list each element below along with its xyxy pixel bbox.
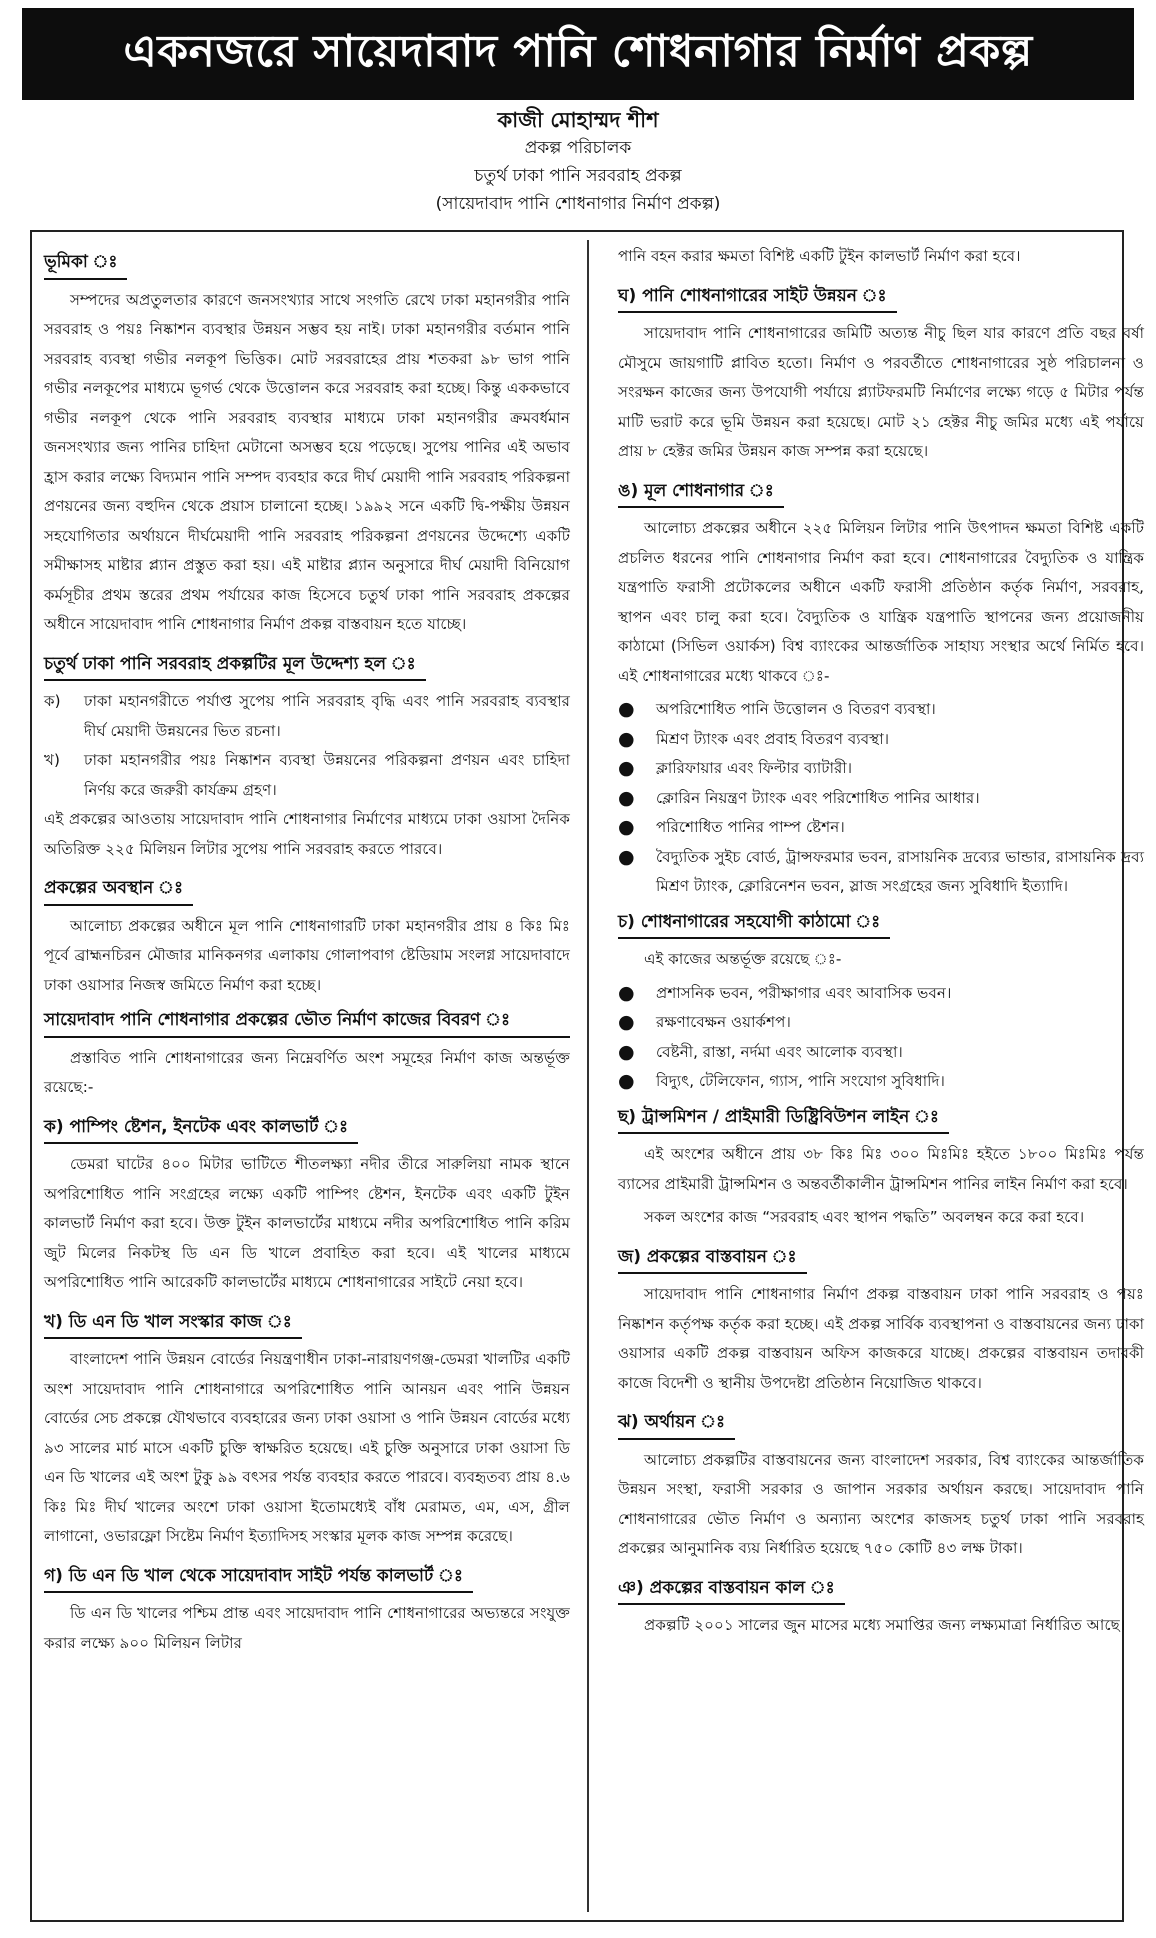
- project-name: চতুর্থ ঢাকা পানি সরবরাহ প্রকল্প: [474, 166, 682, 186]
- section-kha-paragraph: বাংলাদেশ পানি উন্নয়ন বোর্ডের নিয়ন্ত্রণাধীন ঢাকা-নারায়ণগঞ্জ-ডেমরা খালটির একটি অংশ সায়েদাবাদ পানি শোধনাগারে অপরিশোধিত পানি আনয়ন এবং পানি উন্নয়ন বোর্ডের সেচ প্রকল্পে যৌথভাবে ব্যবহারের জন্য ঢাকা ওয়াসা ও পানি উন্নয়ন বোর্ডের মধ্যে ৯৩ সালের মার্চ মাসে একটি চুক্তি স্বাক্ষরিত হয়েছে। এই চুক্তি অনুসারে ঢাকা ওয়াসা ডি এন ডি খালের এই অংশ টুকু ৯৯ বৎসর পর্যন্ত ব্যবহার করতে পারবে। ব্যবহৃতব্য প্রায় ৪.৬ কিঃ মিঃ দীর্ঘ খালের অংশে ঢাকা ওয়াসা ইতোমধ্যেই বাঁধ মেরামত, এম, এস, গ্রীল লাগানো, ওভারফ্লো সিষ্টেম নির্মাণ ইত্যাদিসহ সংস্কার মূলক কাজ সম্পন্ন করেছে।: [44, 1350, 570, 1545]
- section-uma-paragraph: আলোচ্য প্রকল্পের অধীনে ২২৫ মিলিয়ন লিটার পানি উৎপাদন ক্ষমতা বিশিষ্ট একটি প্রচলিত ধরনের পানি শোধনাগার নির্মাণ করা হবে। শোধনাগারের বৈদ্যুতিক ও যান্ত্রিক যন্ত্রপাতি ফরাসী প্রটোকলের অধীনে একটি ফরাসী প্রতিষ্ঠান কর্তৃক নির্মাণ, সরবরাহ, স্থাপন এবং চালু করা হবে। বৈদ্যুতিক ও যান্ত্রিক যন্ত্রপাতি স্থাপনের জন্য প্রয়োজনীয় কাঠামো (সিভিল ওয়ার্কস) বিশ্ব ব্যাংকের আন্তর্জাতিক সাহায্য সংস্থার অর্থে নির্মিত হবে। এই শোধনাগারের মধ্যে থাকবে ঃ-: [618, 519, 1144, 685]
- headline-title: একনজরে সায়েদাবাদ পানি শোধনাগার নির্মাণ প্রকল্প: [123, 25, 1033, 77]
- aims-paragraph: এই প্রকল্পের আওতায় সায়েদাবাদ পানি শোধনাগার নির্মাণের মাধ্যমে ঢাকা ওয়াসা দৈনিক অতিরিক্ত ২২৫ মিলিয়ন লিটার সুপেয় পানি সরবরাহ করতে পারবে।: [44, 810, 570, 858]
- location-heading: প্রকল্পের অবস্থান ঃ: [44, 874, 193, 906]
- headline-banner: [22, 8, 1134, 100]
- section-chha-paragraph-2: সকল অংশের কাজ “সরবরাহ এবং স্থাপন পদ্ধতি” অবলম্বন করে করা হবে।: [644, 1208, 1085, 1226]
- right-column: [618, 242, 1144, 1645]
- left-column: [44, 242, 570, 1662]
- bullet-text: অপরিশোধিত পানি উত্তোলন ও বিতরণ ব্যবস্থা।: [656, 700, 936, 718]
- byline: [0, 106, 1156, 218]
- bullet-item: [618, 979, 1144, 1009]
- bullet-text: রক্ষণাবেক্ষন ওয়ার্কশপ।: [656, 1013, 791, 1031]
- bullet-item: [618, 784, 1144, 814]
- author-role: প্রকল্প পরিচালক: [524, 138, 632, 158]
- section-ka-paragraph: ডেমরা ঘাটের ৪০০ মিটার ভাটিতে শীতলক্ষ্যা নদীর তীরে সারুলিয়া নামক স্থানে অপরিশোধিত পানি সংগ্রহের লক্ষ্যে একটি পাম্পিং ষ্টেশন, ইনটেক এবং একটি টুইন কালভার্ট নির্মাণ করা হবে। উক্ত টুইন কালভার্টের মাধ্যমে নদীর অপরিশোধিত পানি করিম জুট মিলের নিকটস্থ ডি এন ডি খালে প্রবাহিত করা হবে। এই খালের মাধ্যমে অপরিশোধিত পানি আরেকটি কালভার্টের মাধ্যমে শোধনাগারের সাইটে নেয়া হবে।: [44, 1155, 570, 1291]
- bullet-text: ক্লোরিন নিয়ন্ত্রণ ট্যাংক এবং পরিশোধিত পানির আধার।: [656, 788, 980, 807]
- intro-paragraph: সম্পদের অপ্রতুলতার কারণে জনসংখ্যার সাথে সংগতি রেখে ঢাকা মহানগরীর পানি সরবরাহ ও পয়ঃ নিষ্কাশন ব্যবস্থার উন্নয়ন সম্ভব হয় নাই। ঢাকা মহানগরীর বর্তমান পানি সরবরাহ ব্যবস্থা গভীর নলকূপ ভিত্তিক। মোট সরবরাহের প্রায় শতকরা ৯৮ ভাগ পানি গভীর নলকূপের মাধ্যমে ভূগর্ভ থেকে উত্তোলন করে সরবরাহ করা হচ্ছে। কিন্তু এককভাবে গভীর নলকূপ থেকে পানি সরবরাহ ব্যবস্থার মাধ্যমে ঢাকা মহানগরীর ক্রমবর্ধমান জনসংখ্যার জন্য পানির চাহিদা মেটানো অসম্ভব হয়ে পড়েছে। সুপেয় পানির এই অভাব হ্রাস করার লক্ষ্যে বিদ্যমান পানি সম্পদ ব্যবহার করে দীর্ঘ মেয়াদী পানি সরবরাহ পরিকল্পনা প্রণয়নের জন্য বহুদিন থেকে প্রয়াস চালানো হচ্ছে। ১৯৯২ সনে একটি দ্বি-পক্ষীয় উন্নয়ন সহযোগিতার অর্থায়নে দীর্ঘমেয়াদী পানি সরবরাহ পরিকল্পনা প্রণয়নের উদ্দেশ্যে একটি সমীক্ষাসহ মাষ্টার প্ল্যান প্রস্তুত করা হয়। এই মাষ্টার প্ল্যান অনুসারে দীর্ঘ মেয়াদী বিনিয়োগ কর্মসূচীর প্রথম স্তরের প্রথম পর্যায়ের কাজ হিসেবে চতুর্থ ঢাকা পানি সরবরাহ প্রকল্পের অধীনে সায়েদাবাদ পানি শোধনাগার নির্মাণ প্রকল্প বাস্তবায়ন হতে যাচ্ছে।: [44, 290, 570, 633]
- bullet-text: পরিশোধিত পানির পাম্প ষ্টেশন।: [656, 818, 845, 836]
- section-kha-heading: খ) ডি এন ডি খাল সংস্কার কাজ ঃ: [44, 1308, 302, 1340]
- article-frame: [30, 230, 1144, 1922]
- bullet-text: বৈদ্যুতিক সুইচ বোর্ড, ট্রান্সফরমার ভবন, রাসায়নিক দ্রব্যের ভান্ডার, রাসায়নিক দ্রব্য মিশ্রণ ট্যাংক, ক্লোরিনেশন ভবন, স্লাজ সংগ্রহের জন্য সুবিধাদি ইত্যাদি।: [656, 847, 1144, 895]
- bullet-text: ক্লারিফায়ার এবং ফিল্টার ব্যাটারী।: [656, 759, 853, 777]
- section-nya-paragraph: প্রকল্পটি ২০০১ সালের জুন মাসের মধ্যে সমাপ্তির জন্য লক্ষ্যমাত্রা নির্ধারিত আছে।: [644, 1616, 1126, 1634]
- section-nya-heading: ঞ) প্রকল্পের বাস্তবায়ন কাল ঃ: [618, 1574, 845, 1606]
- subproject-name: (সায়েদাবাদ পানি শোধনাগার নির্মাণ প্রকল্প): [435, 194, 721, 214]
- bullet-item: [618, 1067, 1144, 1097]
- section-ga-continued: পানি বহন করার ক্ষমতা বিশিষ্ট একটি টুইন কালভার্ট নির্মাণ করা হবে।: [618, 247, 1021, 265]
- aim-text: ঢাকা মহানগরীর পয়ঃ নিষ্কাশন ব্যবস্থা উন্নয়নের পরিকল্পনা প্রণয়ন এবং চাহিদা নির্ণয় করে জরুরী কার্যক্রম গ্রহণ।: [84, 751, 570, 799]
- bullet-text: প্রশাসনিক ভবন, পরীক্ষাগার এবং আবাসিক ভবন।: [656, 983, 952, 1002]
- bullet-icon: ●: [618, 727, 635, 750]
- bullet-item: [618, 754, 1144, 784]
- section-ja-heading: জ) প্রকল্পের বাস্তবায়ন ঃ: [618, 1243, 807, 1275]
- section-cha-heading: চ) শোধনাগারের সহযোগী কাঠামো ঃ: [618, 908, 890, 940]
- location-paragraph: আলোচ্য প্রকল্পের অধীনে মূল পানি শোধনাগারটি ঢাকা মহানগরীর প্রায় ৪ কিঃ মিঃ পূর্বে ব্রাহ্মনচিরন মৌজার মানিকনগর এলাকায় গোলাপবাগ ষ্টেডিয়াম সংলগ্ন সায়েদাবাদে ঢাকা ওয়াসার নিজস্ব জমিতে নির্মাণ করা হচ্ছে।: [44, 916, 570, 994]
- section-ga-heading: গ) ডি এন ডি খাল থেকে সায়েদাবাদ সাইট পর্যন্ত কালভার্ট ঃ: [44, 1562, 473, 1594]
- bullet-item: [618, 1008, 1144, 1038]
- bullet-icon: ●: [618, 1070, 635, 1092]
- bullet-item: [618, 813, 1144, 843]
- aim-label: খ): [44, 751, 60, 769]
- bullet-item: [618, 843, 1144, 902]
- bullet-icon: ●: [618, 845, 635, 868]
- section-jha-paragraph: আলোচ্য প্রকল্পটির বাস্তবায়নের জন্য বাংলাদেশ সরকার, বিশ্ব ব্যাংকের আন্তর্জাতিক উন্নয়ন সংস্থা, ফরাসী সরকার ও জাপান সরকার অর্থায়ন করছে। সায়েদাবাদ পানি শোধনাগারের ভৌত নির্মাণ ও অন্যান্য অংশের কাজসহ চতুর্থ ঢাকা পানি সরবরাহ প্রকল্পের আনুমানিক ব্যয় নির্ধারিত হয়েছে ৭৫০ কোটি ৪৩ লক্ষ টাকা।: [618, 1450, 1144, 1557]
- bullet-icon: ●: [618, 1040, 635, 1063]
- section-chha-paragraph: এই অংশের অধীনে প্রায় ৩৮ কিঃ মিঃ ৩০০ মিঃমিঃ হইতে ১৮০০ মিঃমিঃ পর্যন্ত ব্যাসের প্রাইমারী ট্রান্সমিশন ও অন্তবর্তীকালীন ট্রান্সমিশন পানির লাইন নির্মাণ করা হবে।: [618, 1145, 1144, 1193]
- aim-label: ক): [44, 692, 61, 710]
- aim-item: [44, 687, 570, 746]
- bullet-item: [618, 1038, 1144, 1068]
- aim-text: ঢাকা মহানগরীতে পর্যাপ্ত সুপেয় পানি সরবরাহ বৃদ্ধি এবং পানি সরবরাহ ব্যবস্থার দীর্ঘ মেয়াদী উন্নয়নের ভিত রচনা।: [84, 692, 570, 740]
- section-ja-paragraph: সায়েদাবাদ পানি শোধনাগার নির্মাণ প্রকল্প বাস্তবায়ন ঢাকা পানি সরবরাহ ও পয়ঃ নিষ্কাশন কর্তৃপক্ষ কর্তৃক করা হচ্ছে। এই প্রকল্প সার্বিক ব্যবস্থাপনা ও বাস্তবায়নের জন্য ঢাকা ওয়াসার একটি প্রকল্প বাস্তবায়ন অফিস কাজকরে যাচ্ছে। প্রকল্পের বাস্তবায়ন তদারকী কাজে বিদেশী ও স্থানীয় উপদেষ্টা প্রতিষ্ঠান নিয়োজিত থাকবে।: [618, 1285, 1144, 1392]
- section-chha-heading: ছ) ট্রান্সমিশন / প্রাইমারী ডিষ্ট্রিবিউশন লাইন ঃ: [618, 1103, 949, 1135]
- bullet-icon: ●: [618, 981, 635, 1004]
- section-uma-heading: ঙ) মূল শোধনাগার ঃ: [618, 477, 784, 509]
- section-gha-heading: ঘ) পানি শোধনাগারের সাইট উন্নয়ন ঃ: [618, 282, 897, 314]
- bullet-item: [618, 725, 1144, 755]
- aim-item: [44, 746, 570, 805]
- bullet-item: [618, 695, 1144, 725]
- bullet-text: বিদ্যুৎ, টেলিফোন, গ্যাস, পানি সংযোগ সুবিধাদি।: [656, 1072, 945, 1090]
- bullet-text: মিশ্রণ ট্যাংক এবং প্রবাহ বিতরণ ব্যবস্থা।: [656, 729, 890, 748]
- bullet-icon: ●: [618, 698, 635, 720]
- aims-heading: চতুর্থ ঢাকা পানি সরবরাহ প্রকল্পটির মূল উদ্দেশ্য হল ঃ: [44, 650, 426, 682]
- section-ka-heading: ক) পাম্পিং ষ্টেশন, ইনটেক এবং কালভার্ট ঃ: [44, 1113, 358, 1145]
- bullet-icon: ●: [618, 757, 635, 779]
- intro-heading: ভূমিকা ঃ: [44, 248, 127, 280]
- section-cha-paragraph: এই কাজের অন্তর্ভূক্ত রয়েছে ঃ-: [644, 950, 842, 968]
- author-name: কাজী মোহাম্মদ শীশ: [497, 108, 659, 132]
- bullet-icon: ●: [618, 786, 635, 809]
- bullet-icon: ●: [618, 1011, 635, 1033]
- section-gha-paragraph: সায়েদাবাদ পানি শোধনাগারের জমিটি অত্যন্ত নীচু ছিল যার কারণে প্রতি বছর বর্ষা মৌসুমে জায়গাটি প্লাবিত হতো। নির্মাণ ও পরবর্তীতে শোধনাগারের সুষ্ঠ পরিচালনা ও সংরক্ষন কাজের জন্য উপযোগী পর্যায়ে প্ল্যাটফরমটি নির্মাণের লক্ষ্যে গড়ে ৫ মিটার পর্যন্ত মাটি ভরাট করে ভূমি উন্নয়ন করা হয়েছে। মোট ২১ হেক্টর নীচু জমির মধ্যে এই পর্যায়ে প্রায় ৮ হেক্টর জমির উন্নয়ন কাজ সম্পন্ন করা হয়েছে।: [618, 324, 1144, 460]
- section-ga-paragraph: ডি এন ডি খালের পশ্চিম প্রান্ত এবং সায়েদাবাদ পানি শোধনাগারের অভ্যন্তরে সংযুক্ত করার লক্ষ্যে ৯০০ মিলিয়ন লিটার: [44, 1604, 570, 1652]
- physical-works-heading: সায়েদাবাদ পানি শোধনাগার প্রকল্পের ভৌত নির্মাণ কাজের বিবরণ ঃ: [44, 1006, 570, 1038]
- physical-works-paragraph: প্রস্তাবিত পানি শোধনাগারের জন্য নিম্নেবর্ণিত অংশ সমূহের নির্মাণ কাজ অন্তর্ভূক্ত রয়েছে:-: [44, 1048, 570, 1096]
- column-divider: [587, 240, 589, 1912]
- section-jha-heading: ঝ) অর্থায়ন ঃ: [618, 1408, 735, 1440]
- bullet-text: বেষ্টনী, রাস্তা, নর্দমা এবং আলোক ব্যবস্থা।: [656, 1042, 903, 1061]
- bullet-icon: ●: [618, 816, 635, 838]
